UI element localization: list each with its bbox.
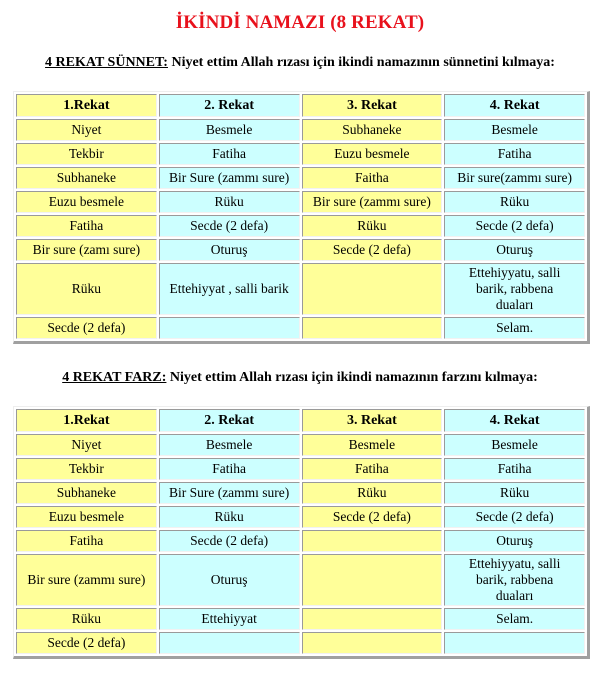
header-cell: 4. Rekat <box>444 94 585 117</box>
table-cell <box>302 608 443 630</box>
table-row <box>16 506 585 528</box>
table-row <box>16 554 585 606</box>
table-cell: Ettehiyyatu, salli barik, rabbena duaları <box>444 263 585 315</box>
table-cell: Secde (2 defa) <box>16 632 157 654</box>
table-cell: Secde (2 defa) <box>159 215 300 237</box>
sunnet-heading-label: 4 REKAT SÜNNET: <box>45 55 168 70</box>
header-cell: 1.Rekat <box>16 409 157 432</box>
table-cell: Bir sure (zammı sure) <box>302 191 443 213</box>
farz-heading-label: 4 REKAT FARZ: <box>62 370 167 385</box>
table-row <box>16 191 585 213</box>
table-cell: Faitha <box>302 167 443 189</box>
table-cell: Oturuş <box>444 530 585 552</box>
sunnet-heading <box>0 55 600 71</box>
table-cell: Besmele <box>444 434 585 456</box>
table-cell <box>159 317 300 339</box>
header-cell: 2. Rekat <box>159 94 300 117</box>
table-cell: Tekbir <box>16 458 157 480</box>
table-cell: Secde (2 defa) <box>302 506 443 528</box>
header-cell: 2. Rekat <box>159 409 300 432</box>
table-row <box>16 632 585 654</box>
page-title: İKİNDİ NAMAZI (8 REKAT) <box>175 12 425 33</box>
table-cell: Bir Sure (zammı sure) <box>159 167 300 189</box>
table-cell: Euzu besmele <box>16 191 157 213</box>
table-header-row <box>16 94 585 117</box>
table-cell: Bir Sure (zammı sure) <box>159 482 300 504</box>
table-row <box>16 167 585 189</box>
table-row <box>16 434 585 456</box>
table-cell: Rüku <box>16 608 157 630</box>
table-cell <box>302 263 443 315</box>
table-cell: Rüku <box>16 263 157 315</box>
table-cell: Niyet <box>16 434 157 456</box>
table-header-row <box>16 409 585 432</box>
table-cell <box>159 632 300 654</box>
farz-heading-text: Niyet ettim Allah rızası için ikindi namazının farzını kılmaya: <box>166 370 538 385</box>
table-cell: Besmele <box>159 434 300 456</box>
table-cell: Besmele <box>302 434 443 456</box>
table-row <box>16 608 585 630</box>
header-cell: 1.Rekat <box>16 94 157 117</box>
table-cell <box>302 632 443 654</box>
table-cell <box>302 554 443 606</box>
table-cell: Ettehiyyat , salli barik <box>159 263 300 315</box>
table-cell: Bir sure(zammı sure) <box>444 167 585 189</box>
table-cell: Secde (2 defa) <box>444 215 585 237</box>
table-cell: Secde (2 defa) <box>302 239 443 261</box>
table-cell: Oturuş <box>159 239 300 261</box>
table-row <box>16 215 585 237</box>
table-row <box>16 482 585 504</box>
table-cell: Subhaneke <box>16 482 157 504</box>
header-cell: 3. Rekat <box>302 409 443 432</box>
table-cell: Fatiha <box>159 458 300 480</box>
table-cell: Niyet <box>16 119 157 141</box>
table-cell: Selam. <box>444 317 585 339</box>
table-cell: Rüku <box>159 506 300 528</box>
table-cell: Besmele <box>444 119 585 141</box>
farz-heading <box>0 370 600 386</box>
table-cell: Fatiha <box>302 458 443 480</box>
sunnet-heading-text: Niyet ettim Allah rızası için ikindi namazının sünnetini kılmaya: <box>167 55 555 70</box>
table-cell: Ettehiyyat <box>159 608 300 630</box>
table-row <box>16 143 585 165</box>
table-cell: Oturuş <box>444 239 585 261</box>
table-cell: Fatiha <box>16 215 157 237</box>
table-cell: Rüku <box>444 482 585 504</box>
table-row <box>16 239 585 261</box>
table-cell: Fatiha <box>16 530 157 552</box>
table-row <box>16 317 585 339</box>
table-cell: Rüku <box>302 482 443 504</box>
table-cell: Secde (2 defa) <box>444 506 585 528</box>
table-row <box>16 530 585 552</box>
table-row <box>16 119 585 141</box>
table-cell: Bir sure (zammı sure) <box>16 554 157 606</box>
table-cell: Ettehiyyatu, salli barik, rabbena duaları <box>444 554 585 606</box>
table-cell: Bir sure (zamı sure) <box>16 239 157 261</box>
table-cell: Euzu besmele <box>302 143 443 165</box>
table-cell <box>302 317 443 339</box>
table-cell: Rüku <box>159 191 300 213</box>
table-cell: Oturuş <box>159 554 300 606</box>
table-cell <box>444 632 585 654</box>
table-cell: Rüku <box>444 191 585 213</box>
header-cell: 4. Rekat <box>444 409 585 432</box>
table-cell: Subhaneke <box>16 167 157 189</box>
table-cell: Fatiha <box>444 143 585 165</box>
table-row <box>16 263 585 315</box>
table-cell <box>302 530 443 552</box>
table-cell: Euzu besmele <box>16 506 157 528</box>
farz-table <box>13 406 590 659</box>
table-cell: Selam. <box>444 608 585 630</box>
table-cell: Fatiha <box>159 143 300 165</box>
table-cell: Besmele <box>159 119 300 141</box>
table-cell: Secde (2 defa) <box>159 530 300 552</box>
table-cell: Subhaneke <box>302 119 443 141</box>
table-cell: Secde (2 defa) <box>16 317 157 339</box>
table-cell: Tekbir <box>16 143 157 165</box>
table-cell: Rüku <box>302 215 443 237</box>
table-row <box>16 458 585 480</box>
header-cell: 3. Rekat <box>302 94 443 117</box>
table-cell: Fatiha <box>444 458 585 480</box>
sunnet-table <box>13 91 590 344</box>
